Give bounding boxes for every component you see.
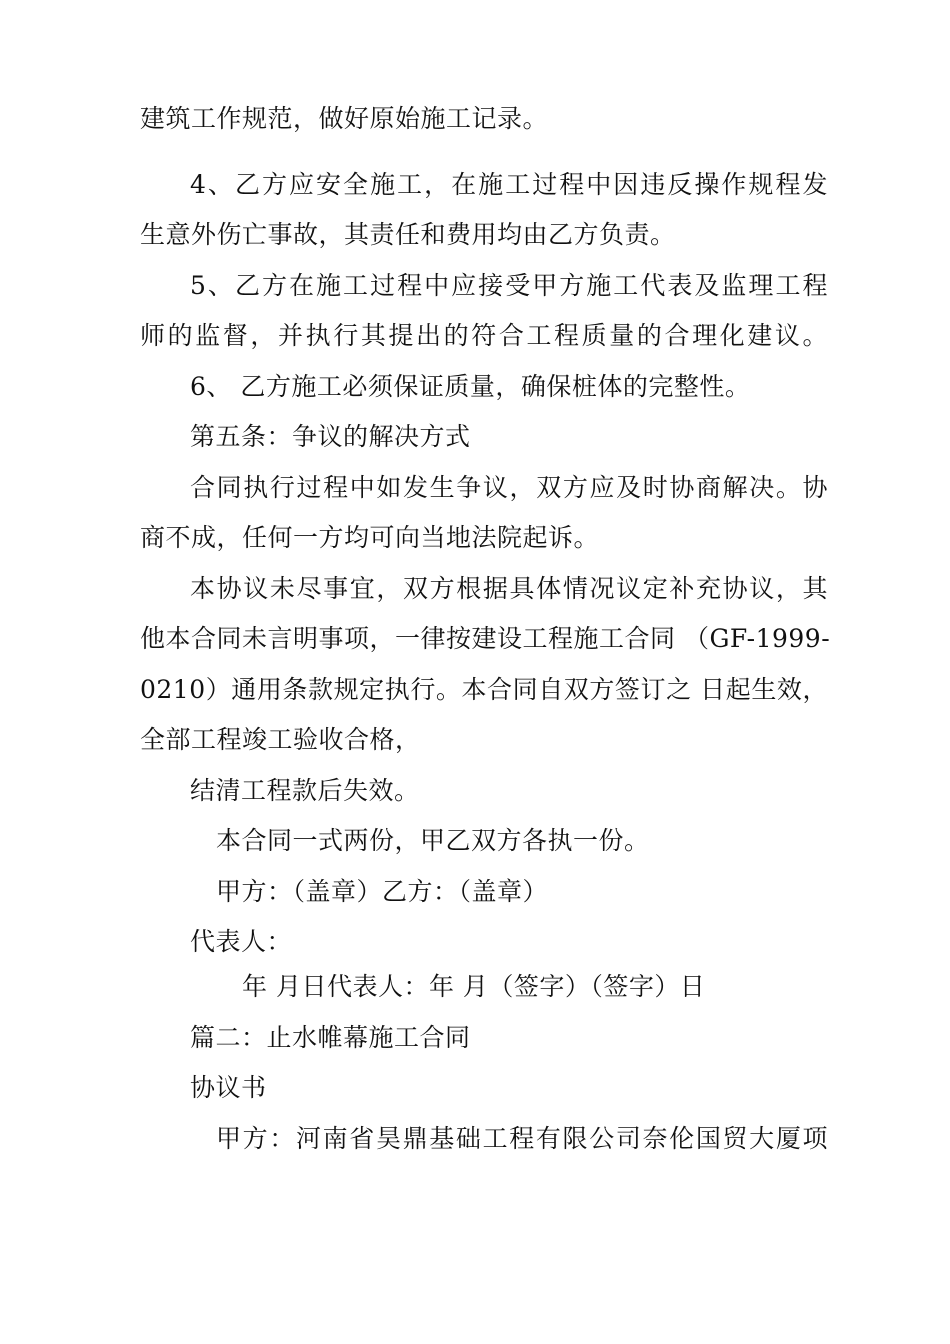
seal-line: 甲方：（盖章）乙方：（盖章） [216,877,549,906]
dispute-line-1: 合同执行过程中如发生争议，双方应及时协商解决。协 [190,473,828,502]
party-a-line: 甲方：河南省昊鼎基础工程有限公司奈伦国贸大厦项 [216,1124,828,1153]
text-line-1: 建筑工作规范，做好原始施工记录。 [140,104,549,133]
clause-4-line-1: 4、乙方应安全施工，在施工过程中因违反操作规程发 [190,170,828,199]
clause-5-line-2: 师的监督，并执行其提出的符合工程质量的合理化建议。 [140,321,828,350]
supplement-line-3: 0210）通用条款规定执行。本合同自双方签订之 日起生效， [140,675,828,704]
clause-4-line-2: 生意外伤亡事故，其责任和费用均由乙方负责。 [140,220,676,249]
representative-line: 代表人： [190,927,293,956]
dispute-line-2: 商不成，任何一方均可向当地法院起诉。 [140,523,600,552]
clause-5-line-1: 5、乙方在施工过程中应接受甲方施工代表及监理工程 [190,271,828,300]
supplement-line-4: 全部工程竣工验收合格， [140,725,421,754]
supplement-line-2: 他本合同未言明事项，一律按建设工程施工合同 （GF-1999- [140,624,831,653]
agreement-heading: 协议书 [190,1073,267,1102]
supplement-line-5: 结清工程款后失效。 [190,776,420,805]
copies-line: 本合同一式两份，甲乙双方各执一份。 [216,826,650,855]
supplement-line-1: 本协议未尽事宜，双方根据具体情况议定补充协议，其 [190,574,828,603]
article-5-heading: 第五条：争议的解决方式 [190,422,471,451]
clause-6-line: 6、 乙方施工必须保证质量，确保桩体的完整性。 [190,372,751,401]
section-2-heading: 篇二：止水帷幕施工合同 [190,1023,471,1052]
signature-date-line: 年 月日代表人：年 月（签字）（签字）日 [242,972,706,1001]
